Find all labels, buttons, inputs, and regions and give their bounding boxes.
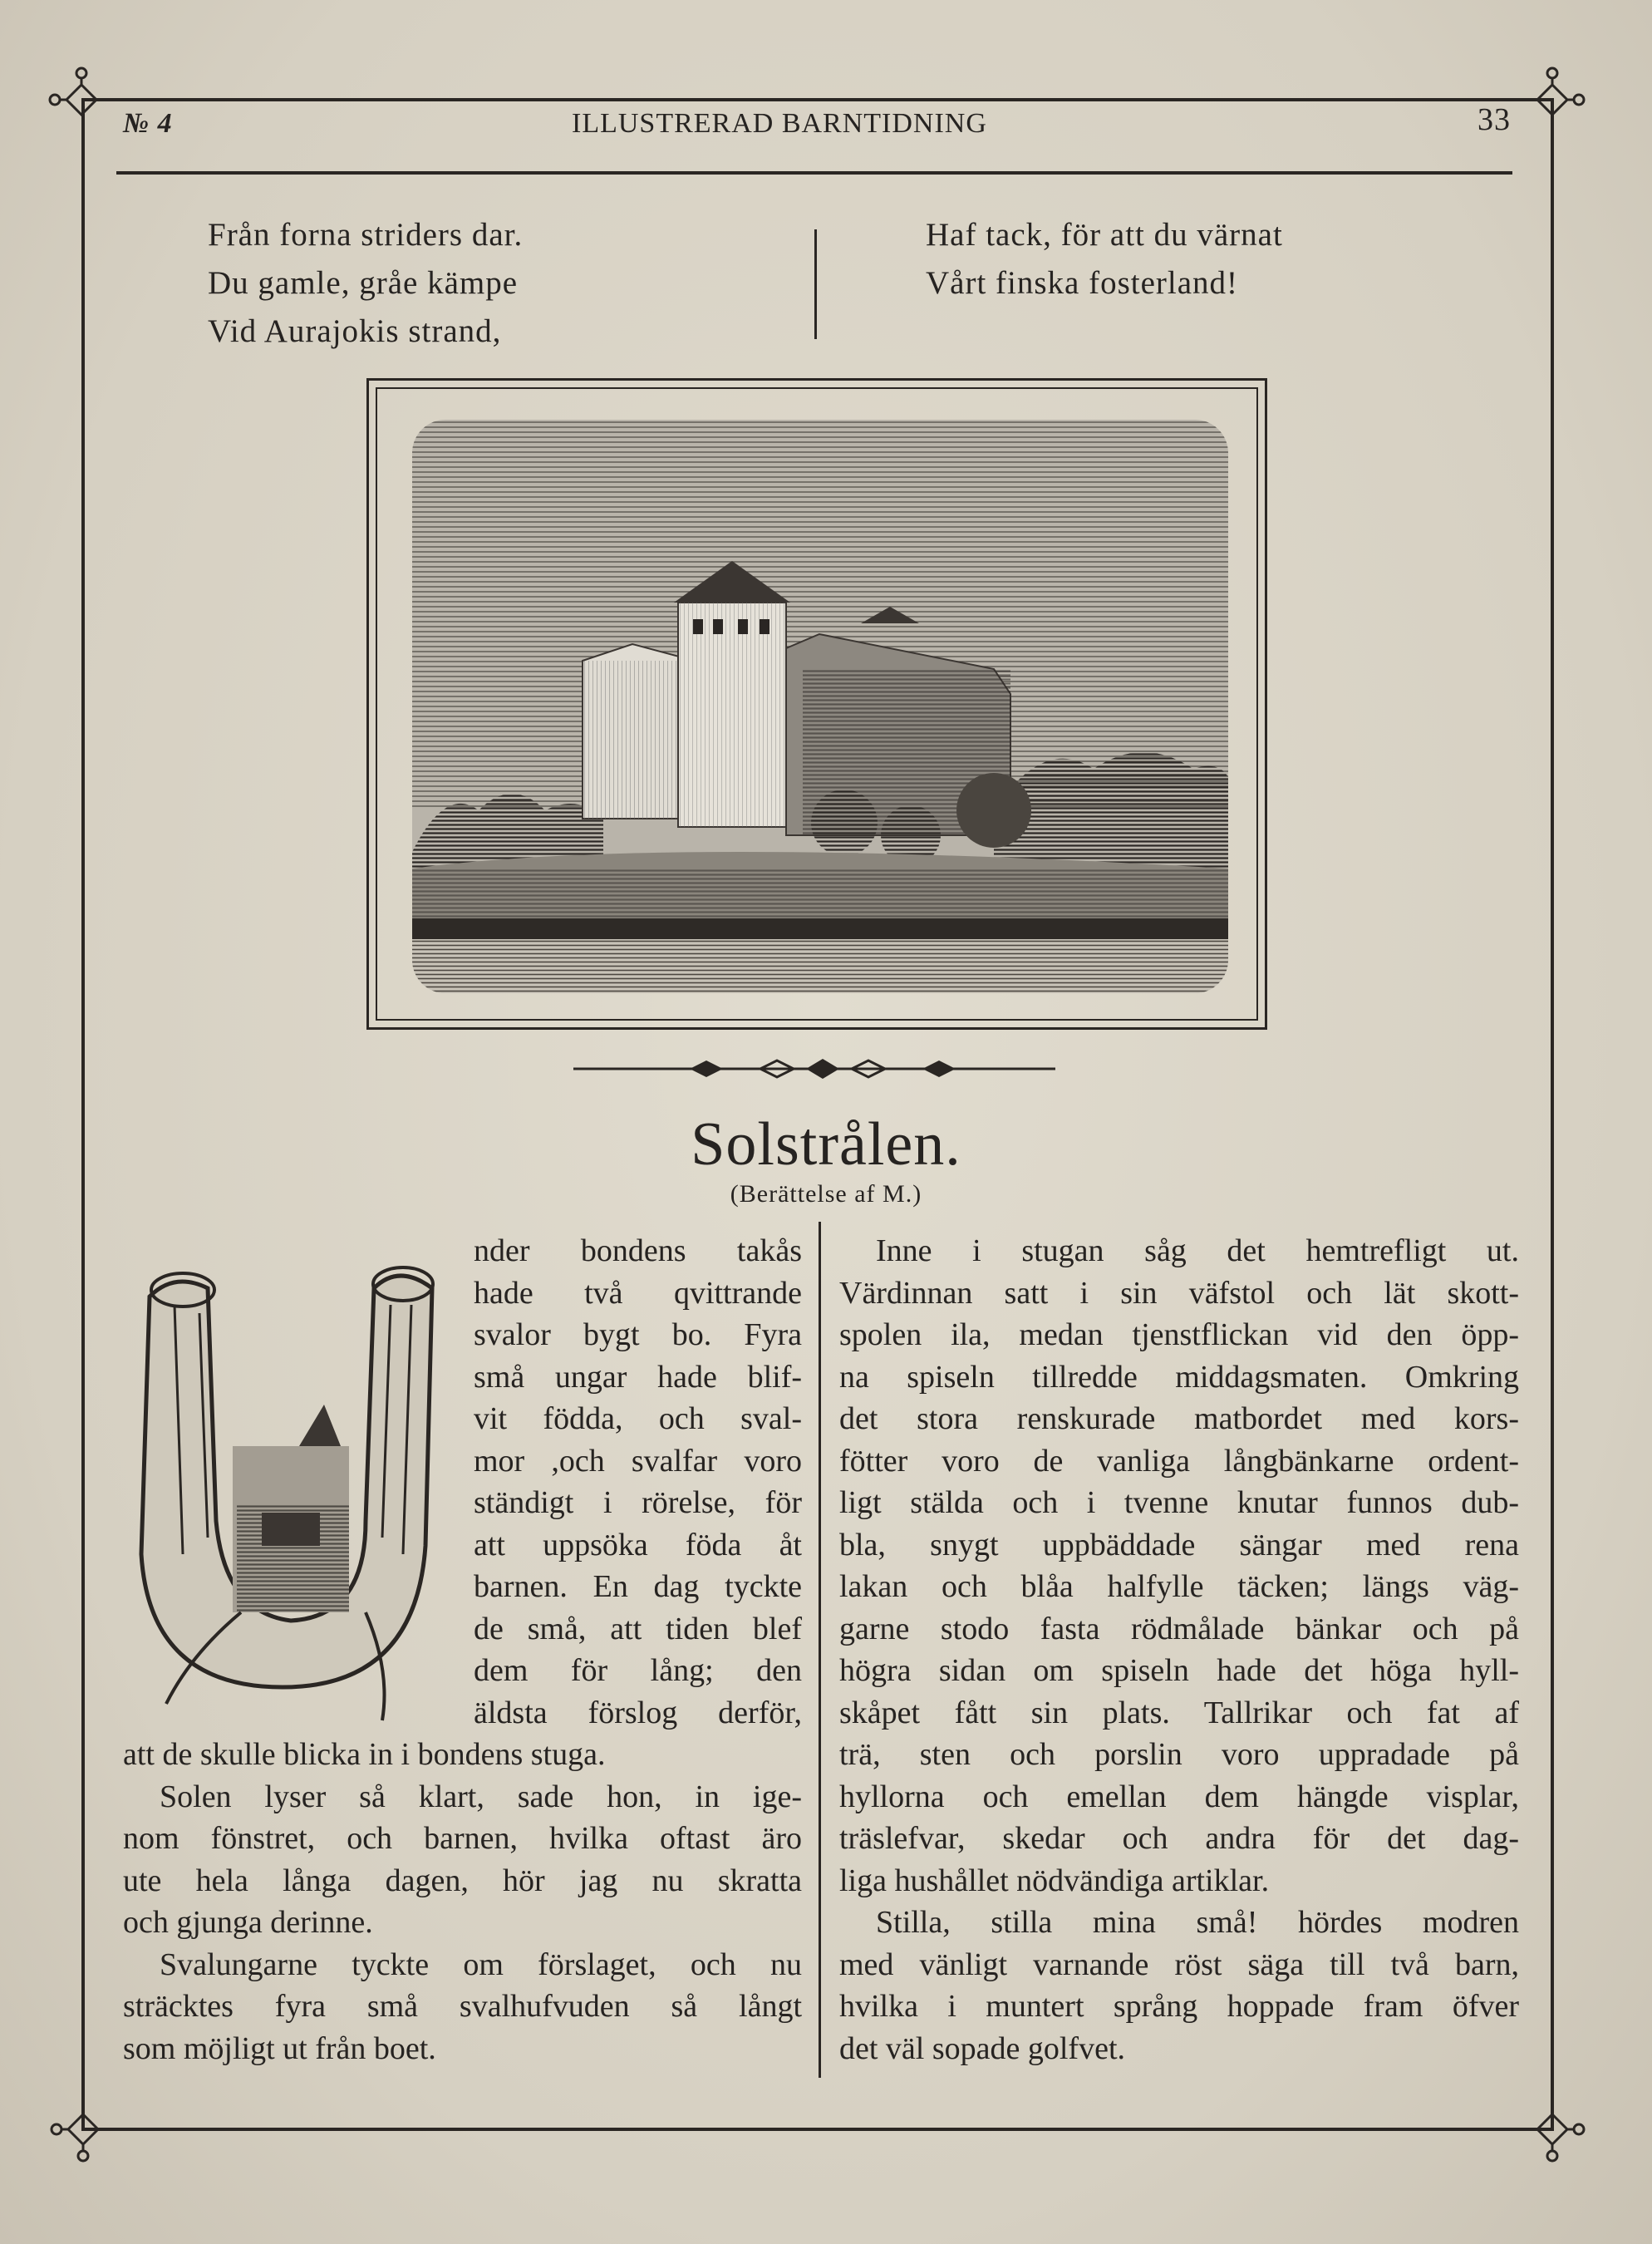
text-line: sträcktes fyra små svalhufvuden så långt [123,1989,802,2024]
page-number: 33 [1477,102,1511,137]
text-line: hade två qvittrande [474,1275,802,1311]
text-line: och gjunga derinne. [123,1905,373,1940]
section-divider-ornament [573,1054,1055,1084]
text-line: Inne i stugan såg det hemtrefligt ut. [876,1233,1519,1268]
story-subtitle: (Berättelse af M.) [730,1180,922,1208]
text-line: högra sidan om spiseln hade det höga hyll- [839,1653,1519,1688]
text-line: hyllorna och emellan dem hängde visplar, [839,1779,1519,1814]
publication-name: ILLUSTRERAD BARNTIDNING [572,108,987,139]
story-left-column-full [123,1734,802,2069]
story-right-column [839,1230,1519,2069]
text-line: ligt stälda och i tvenne knutar funnos dub- [839,1485,1519,1520]
poem-line: Vårt finska fosterland! [926,265,1239,301]
story-left-column-narrow [474,1230,802,1734]
corner-ornament-icon [48,66,115,133]
story-title: Solstrålen. [691,1110,961,1179]
text-line: Värdinnan satt i sin väfstol och lät skott- [839,1275,1519,1311]
text-line: garne stodo fasta rödmålade bänkar och på [839,1611,1519,1646]
text-line: fötter voro de vanliga långbänkarne ordent- [839,1443,1519,1479]
header-rule [116,171,1512,175]
text-line: hvilka i muntert språng hoppade fram öfver [839,1989,1519,2024]
text-line: na spiseln tillredde middagsmaten. Omkring [839,1359,1519,1395]
text-line: det stora renskurade matbordet med kors- [839,1401,1519,1436]
text-line: skåpet fått sin plats. Tallrikar och fat af [839,1695,1519,1730]
text-line: mor ,och svalfar voro [474,1443,802,1479]
issue-number: № 4 [123,108,173,139]
corner-ornament-icon [50,2096,116,2163]
poem-line: Från forna striders dar. [208,217,524,253]
text-line: Solen lyser så klart, sade hon, in ige- [160,1779,802,1814]
text-line: spolen ila, medan tjenstflickan vid den öpp- [839,1317,1519,1352]
corner-ornament-icon [1519,2096,1586,2163]
text-line: svalor bygt bo. Fyra [474,1317,802,1352]
text-line: dem för lång; den [474,1653,802,1688]
poem-line: Du gamle, gråe kämpe [208,265,519,301]
text-line: trä, sten och porslin voro uppradade på [839,1737,1519,1772]
text-line: det väl sopade golfvet. [839,2030,1126,2066]
poem-line: Haf tack, för att du värnat [926,217,1283,253]
text-line: äldsta förslog derför, [474,1695,802,1730]
poem-line: Vid Aurajokis strand, [208,313,502,349]
castle-engraving-image [412,420,1228,993]
corner-ornament-icon [1519,66,1586,133]
decorated-initial-u-icon [116,1238,465,1729]
text-line: nom fönstret, och barnen, hvilka oftast äro [123,1821,802,1856]
poem-right-stanza [926,211,1283,308]
text-line: att de skulle blicka in i bondens stuga. [123,1737,606,1772]
text-line: bla, snygt uppbäddade sängar med rena [839,1527,1519,1562]
text-line: Svalungarne tyckte om förslaget, och nu [160,1946,802,1982]
frame-bottom-line [83,2128,1552,2131]
text-line: små ungar hade blif- [474,1359,802,1395]
text-line: barnen. En dag tyckte [474,1569,802,1604]
text-line: vit födda, och sval- [474,1401,802,1436]
text-line: nder bondens takås [474,1233,802,1268]
text-line: Stilla, stilla mina små! hördes modren [876,1905,1519,1940]
text-line: med vänligt varnande röst säga till två barn, [839,1946,1519,1982]
text-line: lakan och blåa halfylle täcken; längs väg- [839,1569,1519,1604]
text-line: de små, att tiden blef [474,1611,802,1646]
text-line: ständigt i rörelse, för [474,1485,802,1520]
text-line: ute hela långa dagen, hör jag nu skratta [123,1863,802,1898]
text-line: att uppsöka föda åt [474,1527,802,1562]
text-line: liga hushållet nödvändiga artiklar. [839,1863,1270,1898]
poem-left-stanza [208,211,523,356]
column-divider [819,1222,821,2078]
text-line: som möjligt ut från boet. [123,2030,436,2066]
text-line: träslefvar, skedar och andra för det dag- [839,1821,1519,1856]
poem-divider [814,229,817,339]
frame-top-line [83,98,1552,101]
